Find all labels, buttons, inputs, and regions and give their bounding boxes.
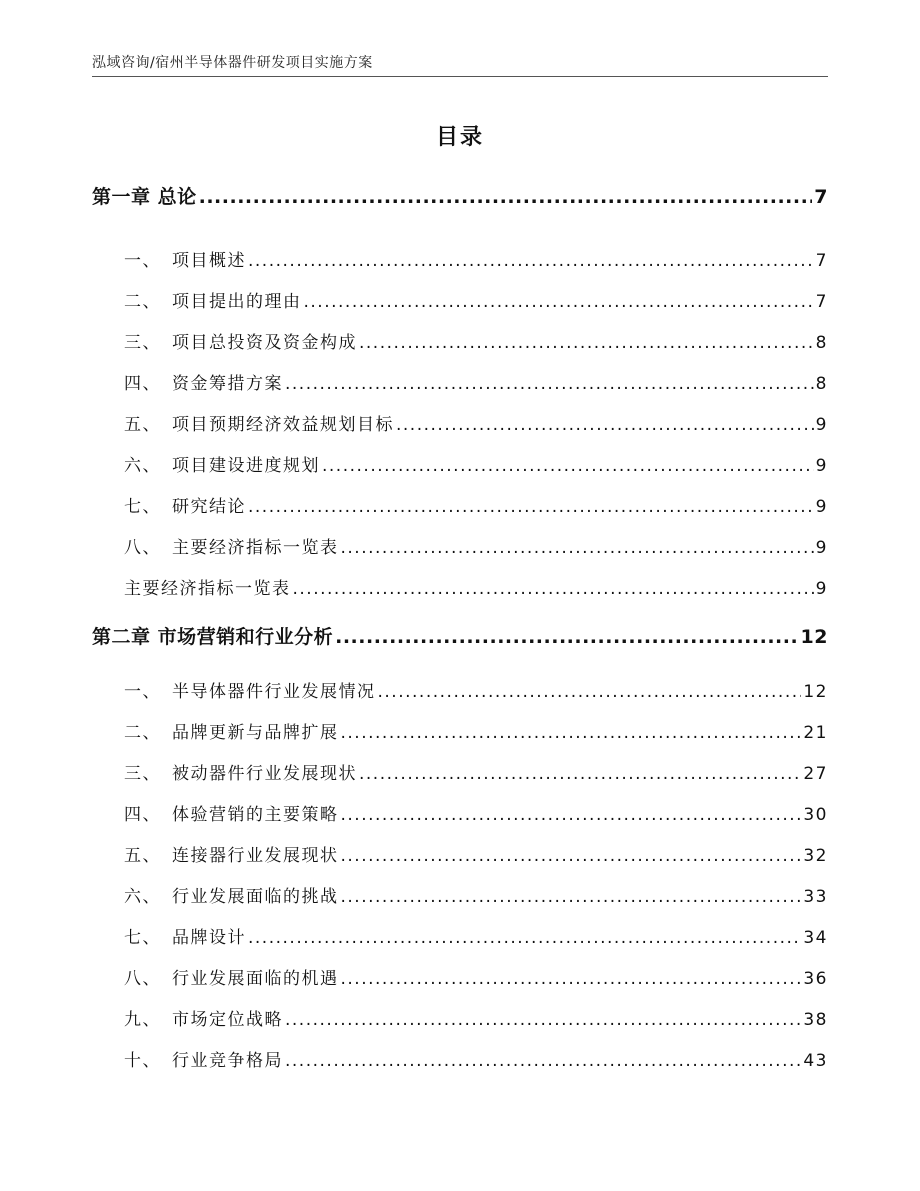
toc-leader-dots	[248, 928, 801, 948]
toc-page-number: 32	[803, 846, 828, 866]
toc-leader-dots	[285, 374, 814, 394]
toc-entry[interactable]	[124, 492, 828, 517]
toc-entry[interactable]	[124, 718, 828, 743]
toc-label: 主要经济指标一览表	[172, 538, 339, 558]
toc-label: 项目建设进度规划	[172, 456, 320, 476]
toc-leader-dots	[248, 497, 814, 517]
toc-page-number: 12	[800, 626, 828, 648]
toc-label: 行业竞争格局	[172, 1051, 283, 1071]
toc-leader-dots	[359, 333, 814, 353]
toc-page-number: 9	[815, 579, 828, 599]
toc-entry[interactable]	[124, 451, 828, 476]
toc-number: 三、	[124, 333, 161, 353]
toc-page-number: 43	[803, 1051, 828, 1071]
toc-page-number: 8	[815, 333, 828, 353]
toc-leader-dots	[341, 846, 802, 866]
toc-label: 半导体器件行业发展情况	[172, 682, 376, 702]
toc-leader-dots	[341, 723, 802, 743]
toc-number: 十、	[124, 1051, 161, 1071]
toc-leader-dots	[378, 682, 802, 702]
toc-entry[interactable]	[124, 410, 828, 435]
toc-leader-dots	[285, 1051, 801, 1071]
page-title: 目录	[435, 125, 484, 150]
toc-entry[interactable]	[124, 1005, 828, 1030]
toc-page-number: 7	[815, 292, 828, 312]
toc-label: 资金筹措方案	[172, 374, 283, 394]
page-header: 泓域咨询/宿州半导体器件研发项目实施方案	[92, 55, 373, 71]
toc-leader-dots	[293, 579, 814, 599]
toc-label: 连接器行业发展现状	[172, 846, 339, 866]
toc-number: 六、	[124, 887, 161, 907]
toc-page-number: 36	[803, 969, 828, 989]
toc-entry[interactable]	[124, 246, 828, 271]
toc-page-number: 21	[803, 723, 828, 743]
toc-page-number: 12	[803, 682, 828, 702]
toc-leader-dots	[248, 251, 814, 271]
toc-chapter-1[interactable]	[92, 182, 828, 209]
toc-leader-dots	[199, 186, 813, 208]
toc-label: 被动器件行业发展现状	[172, 764, 357, 784]
toc-label: 项目提出的理由	[172, 292, 302, 312]
toc-page-number: 38	[803, 1010, 828, 1030]
toc-label: 第二章 市场营销和行业分析	[92, 626, 334, 648]
toc-number: 七、	[124, 497, 161, 517]
toc-page-number: 30	[803, 805, 828, 825]
toc-leader-dots	[285, 1010, 801, 1030]
toc-label: 品牌设计	[172, 928, 246, 948]
toc-number: 八、	[124, 538, 161, 558]
toc-entry[interactable]	[124, 841, 828, 866]
toc-page-number: 9	[815, 538, 828, 558]
toc-entry[interactable]	[124, 964, 828, 989]
toc-number: 二、	[124, 723, 161, 743]
toc-number: 八、	[124, 969, 161, 989]
toc-number: 四、	[124, 805, 161, 825]
toc-leader-dots	[341, 805, 802, 825]
toc-label: 项目总投资及资金构成	[172, 333, 357, 353]
toc-number: 一、	[124, 251, 161, 271]
toc-number: 四、	[124, 374, 161, 394]
toc-entry[interactable]	[124, 533, 828, 558]
toc-page-number: 27	[803, 764, 828, 784]
toc-chapter-2[interactable]	[92, 622, 828, 649]
toc-page-number: 7	[815, 251, 828, 271]
toc-label: 市场定位战略	[172, 1010, 283, 1030]
toc-entry[interactable]	[124, 882, 828, 907]
toc-entry[interactable]	[124, 1046, 828, 1071]
toc-leader-dots	[396, 415, 814, 435]
toc-label: 第一章 总论	[92, 186, 197, 208]
toc-entry[interactable]	[124, 287, 828, 312]
toc-entry[interactable]	[124, 759, 828, 784]
toc-number: 九、	[124, 1010, 161, 1030]
toc-entry[interactable]	[124, 574, 828, 599]
toc-page-number: 9	[815, 497, 828, 517]
toc-leader-dots	[359, 764, 801, 784]
toc-entry[interactable]	[124, 923, 828, 948]
toc-label: 体验营销的主要策略	[172, 805, 339, 825]
toc-entry[interactable]	[124, 328, 828, 353]
toc-label: 项目预期经济效益规划目标	[172, 415, 394, 435]
toc-number: 三、	[124, 764, 161, 784]
toc-label: 行业发展面临的挑战	[172, 887, 339, 907]
toc-number: 五、	[124, 846, 161, 866]
header-divider	[92, 76, 828, 77]
toc-entry[interactable]	[124, 800, 828, 825]
toc-page-number: 9	[815, 456, 828, 476]
toc-label: 项目概述	[172, 251, 246, 271]
toc-number: 六、	[124, 456, 161, 476]
toc-leader-dots	[322, 456, 814, 476]
toc-entry[interactable]	[124, 677, 828, 702]
toc-leader-dots	[335, 626, 798, 648]
toc-label: 品牌更新与品牌扩展	[172, 723, 339, 743]
toc-leader-dots	[341, 887, 802, 907]
toc-label: 行业发展面临的机遇	[172, 969, 339, 989]
toc-number: 七、	[124, 928, 161, 948]
toc-page-number: 8	[815, 374, 828, 394]
toc-number: 二、	[124, 292, 161, 312]
toc-label: 研究结论	[172, 497, 246, 517]
toc-number: 五、	[124, 415, 161, 435]
toc-leader-dots	[341, 538, 814, 558]
toc-label: 主要经济指标一览表	[124, 579, 291, 599]
toc-page-number: 7	[814, 186, 828, 208]
toc-page-number: 33	[803, 887, 828, 907]
toc-number: 一、	[124, 682, 161, 702]
toc-page-number: 9	[815, 415, 828, 435]
toc-entry[interactable]	[124, 369, 828, 394]
toc-leader-dots	[304, 292, 814, 312]
toc-page-number: 34	[803, 928, 828, 948]
toc-leader-dots	[341, 969, 802, 989]
